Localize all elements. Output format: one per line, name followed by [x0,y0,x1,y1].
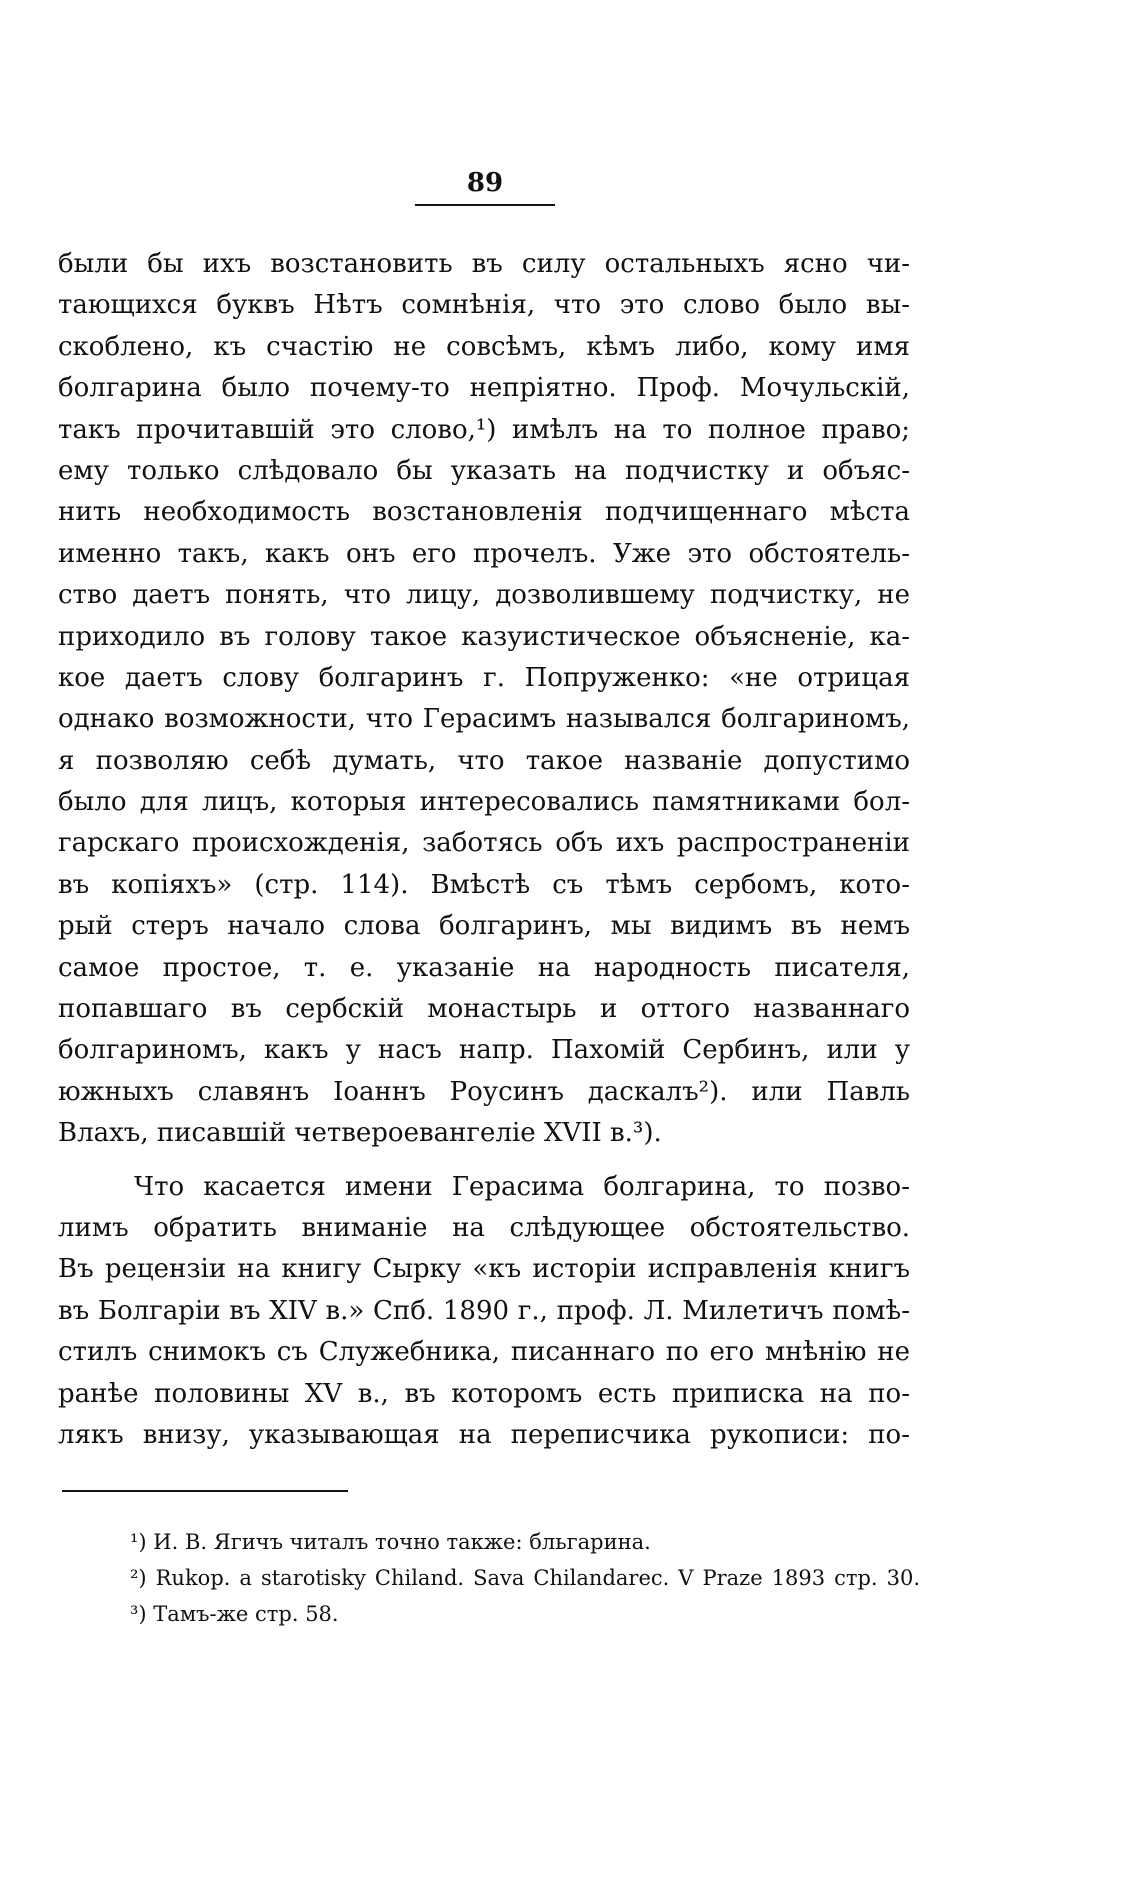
text-line: ство даетъ понять, что лицу, дозволившему подчистку, не [58,580,910,611]
text-line: кое даетъ слову болгаринъ г. Попруженко: «не отрицая [58,662,910,693]
text-line: Въ рецензіи на книгу Сырку «къ исторіи исправленія книгъ [58,1254,910,1285]
text-line: рый стеръ начало слова болгаринъ, мы видимъ въ немъ [58,911,910,942]
footnote-rule [62,1490,348,1492]
text-line: болгарина было почему-то непріятно. Проф. Мочульскій, [58,373,910,404]
text-line: были бы ихъ возстановить въ силу остальныхъ ясно чи- [58,249,910,279]
text-line: однако возможности, что Герасимъ назывался болгариномъ, [58,704,910,735]
text-line: ранѣе половины XV в., въ которомъ есть приписка на по- [58,1378,910,1409]
text-line: такъ прочитавшій это слово,¹) имѣлъ на то полное право; [58,414,910,445]
text-line: тающихся буквъ Нѣтъ сомнѣнія, что это слово было вы- [58,290,910,321]
text-line: было для лицъ, которыя интересовались памятниками бол- [58,787,910,818]
text-line: въ Болгаріи въ XIV в.» Спб. 1890 г., проф. Л. Милетичъ помѣ- [58,1295,910,1326]
footnote-1: ¹) И. В. Ягичъ читалъ точно также: бльгарина. [130,1530,651,1554]
paragraph-2 [58,1167,910,1457]
paragraph-gap [58,1155,910,1167]
text-line: скоблено, къ счастію не совсѣмъ, кѣмъ либо, кому имя [58,331,910,362]
text-line: ему только слѣдовало бы указать на подчистку и объяс- [58,455,910,486]
text-line: именно такъ, какъ онъ его прочелъ. Уже это обстоятель- [58,538,910,569]
text-line: лимъ обратить вниманіе на слѣдующее обстоятельство. [58,1212,910,1243]
text-line: Влахъ, писавшій четвероевангеліе XVII в.³). [58,1118,662,1149]
page-number: 89 [466,168,504,198]
text-line: лякъ внизу, указывающая на переписчика рукописи: по- [58,1419,910,1450]
footnote-2: ²) Rukop. a starotisky Chiland. Sava Chilandarec. V Praze 1893 стр. 30. [130,1566,920,1590]
body-text [58,244,910,1456]
text-line: южныхъ славянъ Іоаннъ Роусинъ даскалъ²). или Павль [58,1076,910,1107]
text-line: стилъ снимокъ съ Служебника, писаннаго по его мнѣнію не [58,1337,910,1368]
page-number-rule [415,204,555,206]
paragraph-1 [58,244,910,1155]
text-line: гарскаго происхожденія, заботясь объ ихъ распространеніи [58,828,910,859]
text-line: нить необходимость возстановленія подчищеннаго мѣста [58,497,910,528]
text-line: въ копіяхъ» (стр. 114). Вмѣстѣ съ тѣмъ сербомъ, кото- [58,869,910,900]
text-line: болгариномъ, какъ у насъ напр. Пахомій Сербинъ, или у [58,1035,910,1066]
footnotes [130,1524,920,1632]
text-line: попавшаго въ сербскій монастырь и оттого названнаго [58,994,910,1025]
footnote-3: ³) Тамъ-же стр. 58. [130,1602,339,1626]
text-line: самое простое, т. е. указаніе на народность писателя, [58,952,910,983]
text-line: приходило въ голову такое казуистическое объясненіе, ка- [58,621,910,652]
text-line: я позволяю себѣ думать, что такое названіе допустимо [58,745,910,776]
text-line: Что касается имени Герасима болгарина, то позво- [134,1171,910,1202]
